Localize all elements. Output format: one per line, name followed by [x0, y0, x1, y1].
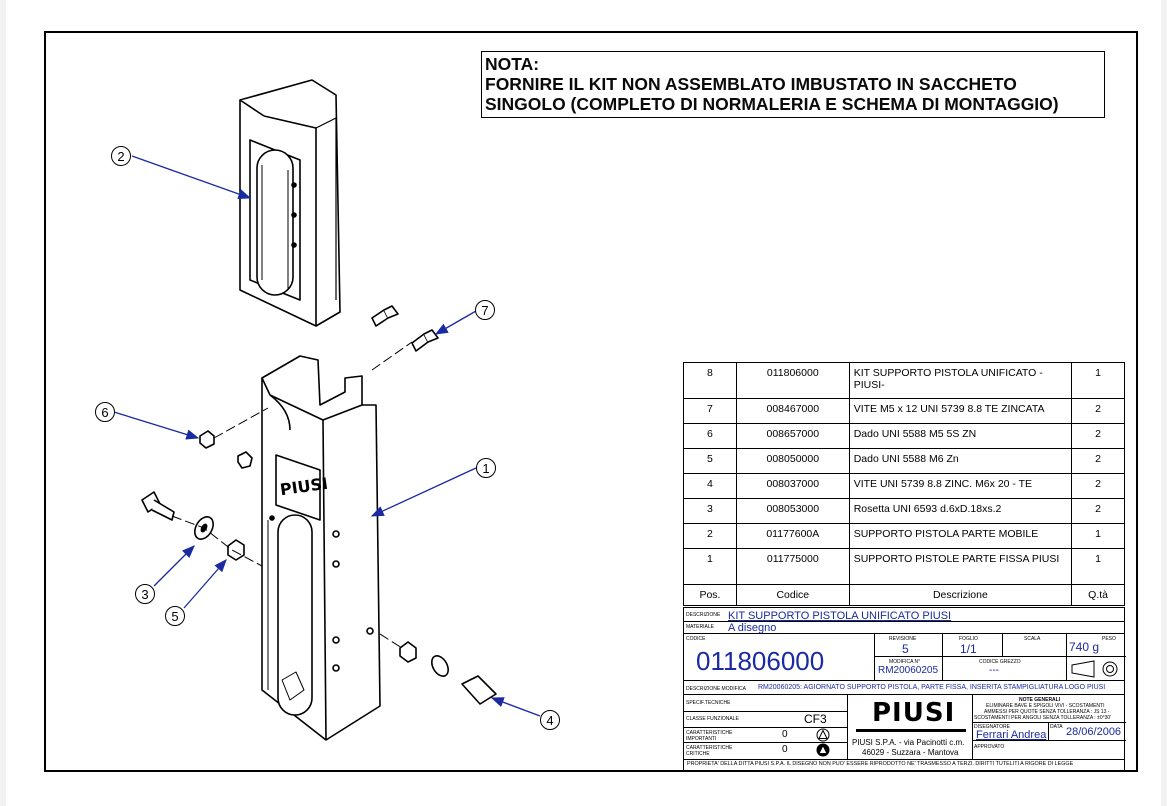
data-value: 28/06/2006 [1066, 726, 1122, 738]
bom-cell-pos: 6 [684, 424, 737, 449]
classe-value: CF3 [804, 712, 827, 726]
bom-cell-qty: 2 [1072, 449, 1125, 474]
bom-cell-desc: KIT SUPPORTO PISTOLA UNIFICATO -PIUSI- [849, 363, 1071, 399]
data-label: DATA [1050, 724, 1063, 730]
svg-text:PIUSI: PIUSI [278, 473, 330, 500]
materiale-label: MATERIALE [686, 624, 714, 630]
materiale-value: A disegno [728, 622, 777, 634]
approvato-label: APPROVATO [974, 744, 1005, 750]
bom-cell-code: 008657000 [736, 424, 849, 449]
bom-row [684, 474, 1125, 499]
disegnatore-value: Ferrari Andrea [976, 729, 1047, 741]
bom-cell-desc: VITE M5 x 12 UNI 5739 8.8 TE ZINCATA [849, 399, 1071, 424]
callout-5: 5 [165, 606, 185, 626]
peso-value: 740 g [1069, 640, 1100, 654]
specif-label: SPECIF.TECNICHE [686, 700, 731, 706]
part-1-fixed-support [262, 356, 380, 740]
revisione-label: REVISIONE [889, 636, 917, 642]
bom-cell-qty: 2 [1072, 399, 1125, 424]
bom-cell-code: 008053000 [736, 499, 849, 524]
bill-of-materials [683, 362, 1125, 606]
bom-row [684, 499, 1125, 524]
bom-cell-qty: 1 [1072, 524, 1125, 549]
bom-cell-code: 008050000 [736, 449, 849, 474]
company-address-1: PIUSI S.P.A. - via Pacinotti c.m. [852, 738, 965, 747]
bom-cell-pos: 2 [684, 524, 737, 549]
bom-cell-qty: 1 [1072, 549, 1125, 585]
title-block [683, 607, 1125, 771]
bom-cell-pos: 3 [684, 499, 737, 524]
descr-label: DESCRIZIONE [686, 612, 721, 618]
bom-cell-code: 008037000 [736, 474, 849, 499]
bom-cell-qty: 2 [1072, 499, 1125, 524]
bom-header-desc: Descrizione [849, 585, 1071, 606]
bom-header-code: Codice [736, 585, 849, 606]
part-2-mobile-support [240, 80, 340, 326]
car-crit-label: CARATTERISTICHE CRITICHE [686, 745, 733, 757]
bom-cell-code: 011806000 [736, 363, 849, 399]
codice-value: 011806000 [696, 646, 825, 676]
bom-cell-code: 01177600A [736, 524, 849, 549]
callout-1: 1 [476, 458, 496, 478]
bom-cell-pos: 4 [684, 474, 737, 499]
bom-cell-qty: 2 [1072, 474, 1125, 499]
callout-3: 3 [135, 584, 155, 604]
descr-modifica-label: DESCRIZIONE MODIFICA [686, 686, 747, 692]
projection-symbol-icon [1070, 659, 1124, 679]
part-7-screws [372, 306, 438, 351]
bom-row [684, 399, 1125, 424]
critical-characteristic-icon [816, 743, 830, 757]
important-characteristic-icon [816, 728, 830, 742]
foglio-value: 1/1 [960, 642, 977, 656]
descr-value: KIT SUPPORTO PISTOLA UNIFICATO PIUSI [728, 610, 952, 622]
bom-cell-qty: 1 [1072, 363, 1125, 399]
bom-header-pos: Pos. [684, 585, 737, 606]
note-line-3: SCOSTAMENTI PER ANGOLI SENZA TOLLERANZA : ±0°30' [974, 715, 1112, 721]
footer-rights: PROPRIETA' DELLA DITTA PIUSI S.P.A. IL DISEGNO NON PUO' ESSERE RIPRODOTTO NE' TRASMESSO A TERZI. DIRITTI TUTELITI A RIGORE DI LEGGE [687, 761, 1074, 767]
part-4-screw-left [142, 492, 174, 520]
scala-label: SCALA [1024, 636, 1041, 642]
bom-cell-qty: 2 [1072, 424, 1125, 449]
descr-modifica-value: RM20060205: AGIORNATO SUPPORTO PISTOLA, PARTE FISSA, INSERITA STAMPIGLIATURA LOGO PIUSI [758, 684, 1106, 691]
nota-line-1: FORNIRE IL KIT NON ASSEMBLATO IMBUSTATO IN SACCHETO [485, 74, 1017, 94]
foglio-label: FOGLIO [959, 636, 978, 642]
nota-line-2: SINGOLO (COMPLETO DI NORMALERIA E SCHEMA DI MONTAGGIO) [485, 94, 1059, 114]
car-imp-label: CARATTERISTICHE IMPORTANTI [686, 730, 733, 742]
bom-cell-desc: Dado UNI 5588 M6 Zn [849, 449, 1071, 474]
bom-cell-code: 011775000 [736, 549, 849, 585]
codice-grezzo-label: CODICE GREZZO [979, 659, 1021, 665]
bom-cell-pos: 7 [684, 399, 737, 424]
bom-header-row [684, 585, 1125, 606]
bom-cell-pos: 8 [684, 363, 737, 399]
company-address-2: 46029 - Suzzara - Mantova [862, 748, 959, 757]
bom-cell-pos: 5 [684, 449, 737, 474]
car-crit-value: 0 [782, 744, 788, 755]
bom-row [684, 524, 1125, 549]
bom-cell-desc: SUPPORTO PISTOLA PARTE MOBILE [849, 524, 1071, 549]
bom-cell-code: 008467000 [736, 399, 849, 424]
nota-title: NOTA: [485, 54, 540, 74]
callout-4: 4 [540, 710, 560, 730]
note-line-2: AMMESSI PER QUOTE SENZA TOLLERANZA : JS 13 - [984, 709, 1110, 715]
bom-row [684, 449, 1125, 474]
car-imp-value: 0 [782, 729, 788, 740]
codice-label: CODICE [686, 636, 706, 642]
callout-2: 2 [111, 146, 131, 166]
callout-6: 6 [95, 402, 115, 422]
revisione-value: 5 [902, 642, 909, 656]
bom-header-qty: Q.tà [1072, 585, 1125, 606]
modifica-label: MODIFICA N° [889, 659, 921, 665]
classe-label: CLASSE FUNZIONALE [686, 716, 739, 722]
modifica-value: RM20060205 [878, 665, 939, 676]
part-6-nuts [200, 431, 252, 468]
part-5-nut [228, 540, 244, 560]
codice-grezzo-value: --- [989, 665, 999, 676]
note-title: NOTE GENERALI [1019, 697, 1061, 703]
bom-cell-desc: VITE UNI 5739 8.8 ZINC. M6x 20 - TE [849, 474, 1071, 499]
bom-cell-desc: Dado UNI 5588 M5 5S ZN [849, 424, 1071, 449]
callout-7: 7 [475, 300, 495, 320]
disegnatore-label: DISEGNATORE [974, 724, 1010, 730]
bom-cell-desc: SUPPORTO PISTOLE PARTE FISSA PIUSI [849, 549, 1071, 585]
bom-cell-pos: 1 [684, 549, 737, 585]
bom-row [684, 549, 1125, 585]
bom-row [684, 424, 1125, 449]
piusi-logo: PIUSI [872, 698, 956, 728]
bom-cell-desc: Rosetta UNI 6593 d.6xD.18xs.2 [849, 499, 1071, 524]
bom-row [684, 363, 1125, 399]
note-line-1: ELIMINARE BAVE E SPIGOLI VIVI - SCOSTAMENTI [986, 703, 1105, 709]
peso-label: PESO [1102, 636, 1116, 642]
